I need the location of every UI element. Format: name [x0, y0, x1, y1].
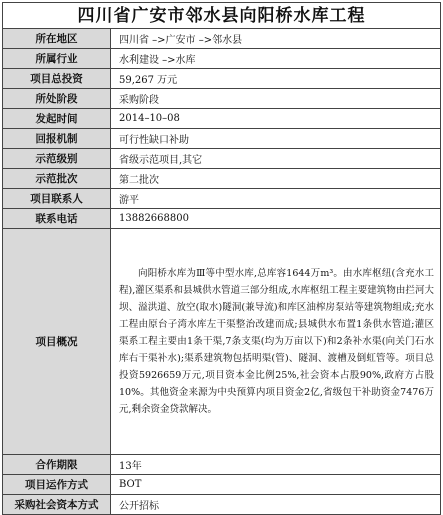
table-row: [3, 89, 441, 109]
row-value-start-date: 2014–10–08: [111, 109, 441, 129]
table-row: [3, 189, 441, 209]
row-label-demo-level: 示范级别: [3, 149, 111, 169]
row-value-region: 四川省 –>广安市 –>邻水县: [111, 29, 441, 49]
table-row: [3, 109, 441, 129]
table-row: [3, 29, 441, 49]
row-label-start-date: 发起时间: [3, 109, 111, 129]
row-label-return-mechanism: 回报机制: [3, 129, 111, 149]
row-value-return-mechanism: 可行性缺口补助: [111, 129, 441, 149]
table-row: [3, 129, 441, 149]
row-label-industry: 所属行业: [3, 49, 111, 69]
row-value-demo-level: 省级示范项目,其它: [111, 149, 441, 169]
page-title: 四川省广安市邻水县向阳桥水库工程: [2, 2, 441, 28]
row-value-stage: 采购阶段: [111, 89, 441, 109]
table-row: [3, 209, 441, 229]
row-label-phone: 联系电话: [3, 209, 111, 229]
row-label-contact: 项目联系人: [3, 189, 111, 209]
row-label-investment: 项目总投资: [3, 69, 111, 89]
table-row: [3, 475, 441, 495]
project-info-sheet: [2, 2, 441, 512]
table-row: [3, 69, 441, 89]
row-label-stage: 所处阶段: [3, 89, 111, 109]
row-value-demo-batch: 第二批次: [111, 169, 441, 189]
row-value-term: 13年: [111, 455, 441, 475]
row-value-industry: 水利建设 –>水库: [111, 49, 441, 69]
row-value-contact: 游平: [111, 189, 441, 209]
row-label-region: 所在地区: [3, 29, 111, 49]
table-row: [3, 49, 441, 69]
table-row-overview: [3, 229, 441, 455]
row-value-phone: 13882668800: [111, 209, 441, 229]
row-label-procurement-method: 采购社会资本方式: [3, 495, 111, 515]
row-label-term: 合作期限: [3, 455, 111, 475]
row-label-overview: 项目概况: [3, 229, 111, 455]
row-value-overview: 向阳桥水库为Ⅲ等中型水库,总库容1644万m³。由水库枢纽(含充水工程),灌区渠系和县城供水管道三部分组成,水库枢纽工程主要建筑物由拦河大坝、溢洪道、放空(取水)隧洞(兼导流)和库区油榨房泵站等建筑物组成;充水工程由原台子湾水库左干渠整治改建而成;县城供水布置1条供水管道;灌区渠系工程主要由1条干渠,7条支渠(均为万亩以下)和2条补水渠(向关门石水库右干渠补水);渠系建筑物包括明渠(管)、隧洞、渡槽及倒虹管等。项目总投资5926659万元,项目资本金比例25%,社会资本占股90%,政府方占股10%。其他资金来源为中央预算内项目资金2亿,省级包干补助资金7476万元,剩余资金贷款解决。: [111, 229, 441, 455]
row-label-demo-batch: 示范批次: [3, 169, 111, 189]
row-label-operation-mode: 项目运作方式: [3, 475, 111, 495]
project-info-table: [2, 28, 441, 515]
row-value-operation-mode: BOT: [111, 475, 441, 495]
table-row: [3, 149, 441, 169]
table-row: [3, 455, 441, 475]
table-row: [3, 169, 441, 189]
table-row: [3, 495, 441, 515]
row-value-procurement-method: 公开招标: [111, 495, 441, 515]
row-value-investment: 59,267 万元: [111, 69, 441, 89]
